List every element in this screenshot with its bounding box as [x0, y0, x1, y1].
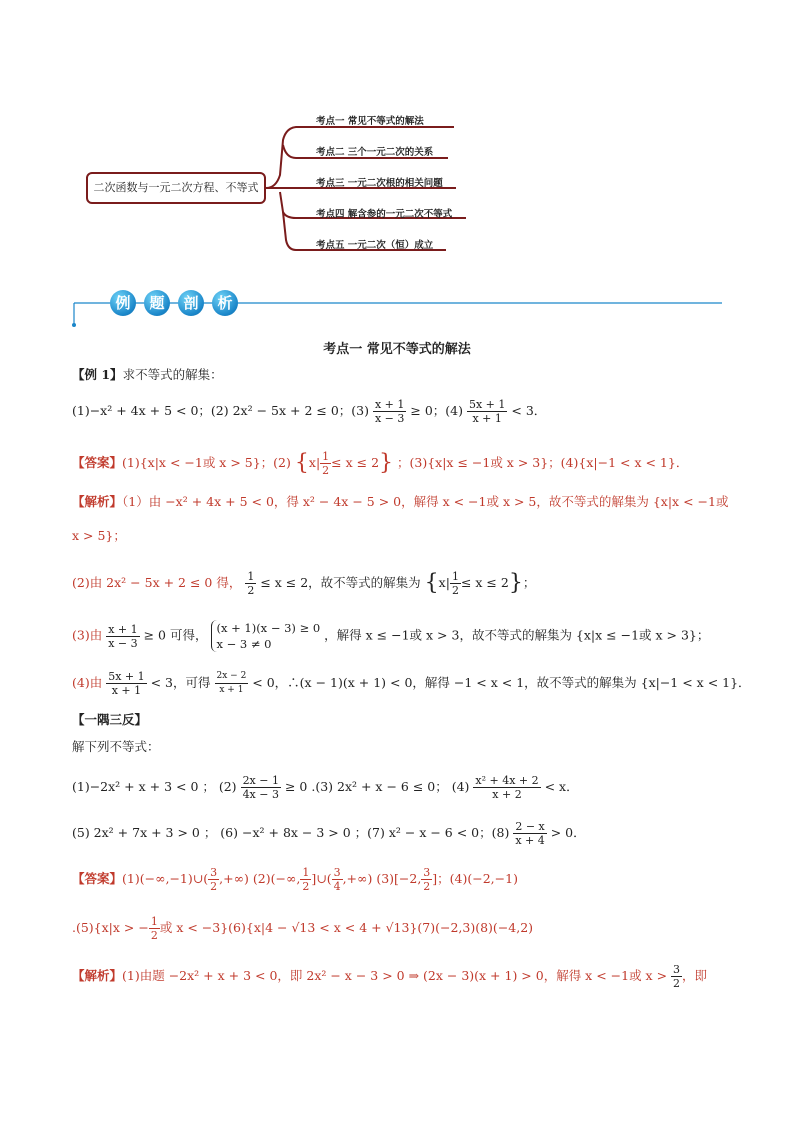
fraction	[106, 623, 139, 650]
analysis-text: （1）由 −x² + 4x + 5 < 0，得 x² − 4x − 5 > 0，解得 x < −1或 x > 5，故不等式的解集为 {x|x < −1或	[122, 494, 729, 509]
numerator: 5x + 1	[468, 398, 506, 411]
fraction	[245, 570, 256, 597]
kaodian-title: 考点一 常见不等式的解法	[323, 342, 471, 357]
analysis-text: ≤ x ≤ 2	[460, 575, 509, 590]
section-header-example-analysis	[72, 285, 722, 330]
denominator: 2	[150, 929, 158, 942]
analysis-text: (1)由题 −2x² + x + 3 < 0，即 2x² − x − 3 > 0 ⇒ (2x − 3)(x + 1) > 0，解得 x < −1或 x >	[122, 968, 668, 983]
denominator: 2	[322, 464, 330, 477]
fraction	[208, 866, 219, 893]
practice-row-1	[72, 774, 579, 801]
answer-text: .(5){x|x > −	[72, 920, 149, 935]
brace: }	[379, 450, 394, 476]
numerator: 3	[333, 866, 341, 879]
practice-text: ≥ 0 .(3) 2x² + x − 6 ≤ 0； (4)	[284, 779, 470, 794]
fraction	[450, 570, 461, 597]
practice-prompt: 解下列不等式：	[72, 739, 160, 754]
example-1-heading	[72, 365, 223, 385]
fraction	[473, 774, 540, 801]
numerator: x + 1	[374, 398, 405, 411]
numerator: 1	[451, 570, 459, 583]
example-1-analysis-3	[72, 620, 709, 652]
equation-system	[211, 620, 320, 652]
answer-text: (3)[−2,	[376, 871, 422, 886]
answer-text: (−∞,	[270, 871, 301, 886]
denominator: x + 2	[492, 788, 522, 801]
analysis-text: ；	[522, 575, 536, 590]
denominator: x + 1	[219, 685, 244, 695]
denominator: x + 1	[111, 684, 142, 697]
answer-label: 【答案】	[72, 455, 123, 470]
answer-text: ]；(4)(−2,−1)	[432, 871, 518, 886]
answer-text: ；(3){x|x ≤ −1或 x > 3}；(4){x|−1 < x < 1}．	[397, 455, 689, 470]
denominator: 2	[302, 880, 310, 893]
fraction	[241, 774, 281, 801]
answer-text: (1){x|x < −1或 x > 5}；(2)	[122, 455, 291, 470]
numerator: 3	[673, 963, 681, 976]
fraction	[215, 670, 249, 697]
answer-text: (2)	[252, 871, 271, 886]
numerator: 5x + 1	[108, 670, 145, 683]
numerator: 3	[210, 866, 218, 879]
fraction	[513, 820, 546, 847]
system-line: x − 3 ≠ 0	[216, 637, 272, 651]
answer-text: x	[308, 455, 316, 470]
denominator: x + 1	[472, 412, 502, 425]
example-prompt: 求不等式的解集：	[122, 367, 223, 382]
numerator: x² + 4x + 2	[475, 774, 539, 787]
analysis-text: ，解得 x ≤ −1或 x > 3，故不等式的解集为 {x|x ≤ −1或 x > 3}；	[324, 627, 710, 643]
example-1-answer: 【答案】(1){x|x < −1或 x > 5}；(2) {x| $\frac{1}{2}$ ≤ x ≤ 2} ；(3){x|x ≤ −1或 x > 3}；(4){x|−1 < x < 1}．	[72, 450, 689, 477]
system-line: (x + 1)(x − 3) ≥ 0	[216, 621, 321, 635]
problems-text: ≥ 0；(4)	[410, 403, 463, 418]
practice-analysis-1	[72, 963, 707, 990]
example-1-analysis-1	[72, 492, 728, 512]
analysis-text: < 0，∴(x − 1)(x + 1) < 0，解得 −1 < x < 1，故不等式的解集为 {x|−1 < x < 1}．	[252, 675, 751, 690]
header-char-1: 例	[110, 290, 136, 316]
analysis-text: (4)由	[72, 675, 103, 690]
answer-text: ,+∞)	[219, 871, 249, 886]
numerator: 1	[247, 570, 255, 583]
section-header-rule	[72, 285, 722, 330]
fraction	[300, 866, 311, 893]
numerator: 2x − 1	[242, 774, 279, 787]
answer-text: ≤ x ≤ 2	[331, 455, 380, 470]
denominator: 4	[333, 880, 341, 893]
example-1-analysis-4	[72, 670, 751, 697]
numerator: 1	[302, 866, 310, 879]
answer-text: (1)(−∞,−1)∪	[122, 871, 204, 886]
denominator: x + 4	[515, 834, 545, 847]
denominator: 2	[247, 584, 255, 597]
practice-row-2	[72, 820, 586, 847]
example-1-analysis-2: (2)由 2x² − 5x + 2 ≤ 0 得， $\frac{1}{2}$ ≤ x ≤ 2，故不等式的解集为 {x| $\frac{1}{2}$ ≤ x ≤ 2}；	[72, 570, 536, 597]
numerator: 3	[423, 866, 431, 879]
denominator: 2	[673, 977, 681, 990]
example-label: 【例 1】	[72, 367, 123, 382]
denominator: x − 3	[374, 412, 405, 425]
practice-text: > 0．	[550, 825, 586, 840]
example-1-problems	[72, 398, 546, 425]
mindmap-root: 二次函数与一元二次方程、不等式	[86, 172, 266, 204]
mindmap-branch-3: 考点三 一元二次根的相关问题	[316, 178, 443, 189]
analysis-text: ，即	[682, 968, 708, 983]
practice-heading: 【一隅三反】	[72, 712, 148, 727]
fraction	[421, 866, 432, 893]
header-char-3: 剖	[178, 290, 204, 316]
numerator: x + 1	[108, 622, 138, 636]
problems-text: (1)−x² + 4x + 5 < 0；(2) 2x² − 5x + 2 ≤ 0；(3)	[72, 403, 369, 418]
answer-label: 【答案】	[72, 871, 123, 886]
header-char-2: 题	[144, 290, 170, 316]
analysis-label: 【解析】	[72, 968, 123, 983]
problems-text: < 3．	[511, 403, 547, 418]
numerator: 2x − 2	[215, 670, 249, 684]
brace: }	[508, 570, 523, 596]
analysis-label: 【解析】	[72, 494, 123, 509]
mindmap-branch-2: 考点二 三个一元二次的关系	[316, 147, 434, 158]
practice-answer-row-2	[72, 915, 533, 942]
analysis-text: x	[438, 575, 446, 590]
practice-text: < x．	[544, 779, 579, 794]
answer-text: 或 x < −3}(6){x|4 − √13 < x < 4 + √13}(7)(−2,3)(8)(−4,2)	[159, 920, 534, 935]
practice-text: (5) 2x² + 7x + 3 > 0 ； (6) −x² + 8x − 3 > 0 ；(7) x² − x − 6 < 0；(8)	[72, 825, 510, 840]
denominator: 4x − 3	[242, 788, 279, 801]
brace: {	[294, 450, 309, 476]
fraction	[671, 963, 682, 990]
analysis-text: ≥ 0 可得，	[143, 627, 208, 643]
denominator: 2	[451, 584, 459, 597]
numerator: 1	[322, 450, 330, 463]
answer-text: ,+∞)	[342, 871, 373, 886]
mindmap-branch-1: 考点一 常见不等式的解法	[316, 116, 424, 127]
answer-text: ]∪(	[311, 871, 332, 886]
numerator: 1	[150, 915, 158, 928]
analysis-text: ≤ x ≤ 2，故不等式的解集为	[260, 575, 421, 590]
denominator: 2	[423, 880, 431, 893]
mindmap-branch-4: 考点四 解含参的一元二次不等式	[316, 209, 453, 220]
analysis-text: (3)由	[72, 627, 103, 643]
header-char-4: 析	[212, 290, 238, 316]
fraction	[106, 670, 146, 697]
fraction	[373, 398, 406, 425]
mindmap-branch-5: 考点五 一元二次（恒）成立	[316, 240, 434, 251]
fraction	[320, 450, 331, 477]
practice-text: (1)−2x² + x + 3 < 0 ； (2)	[72, 779, 237, 794]
brace: {	[424, 570, 439, 596]
fraction	[332, 866, 343, 893]
denominator: 2	[210, 880, 218, 893]
denominator: x − 3	[108, 636, 138, 650]
practice-answer-row-1: 【答案】(1)(−∞,−1)∪( $\frac{3}{2}$ ,+∞) (2)(−∞, $\frac{1}{2}$ ]∪( $\frac{3}{4}$ ,+∞) (3)[−2, $\frac{3}{2}$ ]；(4)(−2,−1)	[72, 866, 518, 893]
numerator: 2 − x	[515, 820, 545, 833]
fraction	[149, 915, 160, 942]
analysis-text: < 3，可得	[150, 675, 211, 690]
example-1-analysis-1b: x > 5}；	[72, 528, 126, 543]
fraction	[467, 398, 507, 425]
analysis-text: (2)由 2x² − 5x + 2 ≤ 0 得，	[72, 575, 242, 590]
